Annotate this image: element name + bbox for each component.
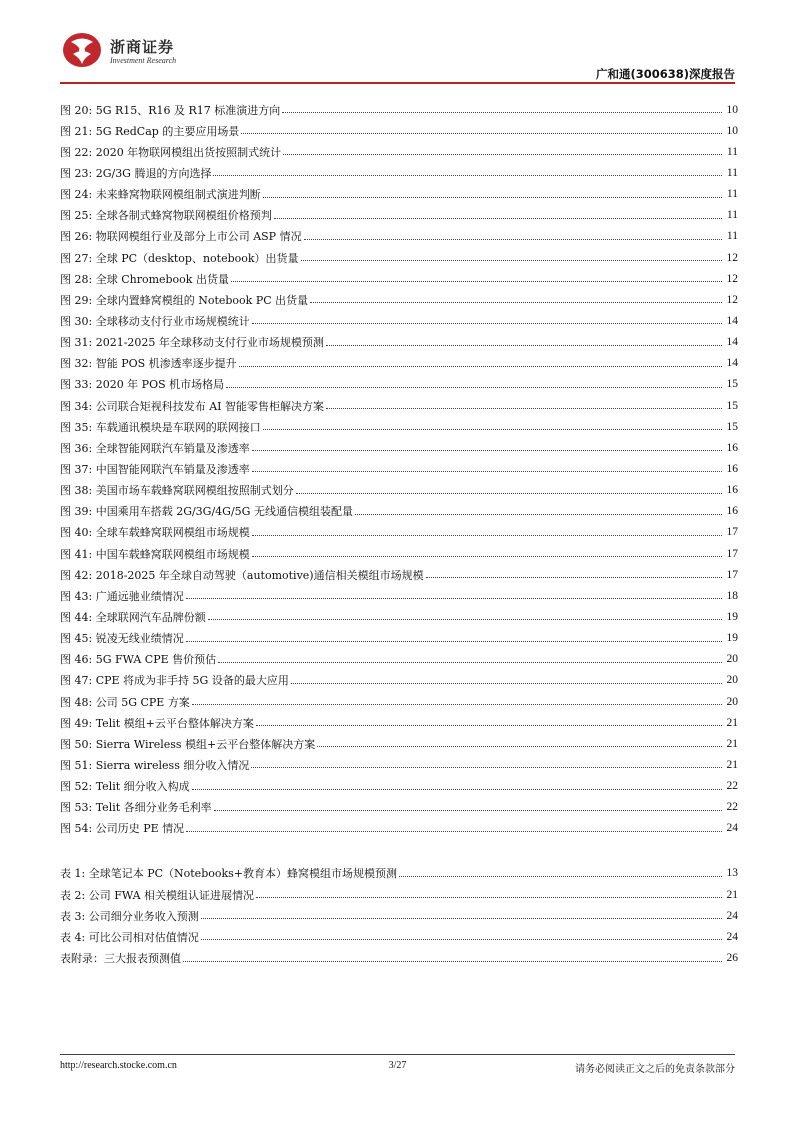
toc-entry-label: 图 32: 智能 POS 机渗透率逐步提升: [60, 357, 237, 371]
toc-entry-page: 16: [726, 484, 738, 497]
toc-dot-leader: [214, 810, 722, 811]
toc-dot-leader: [399, 876, 722, 877]
toc-entry-page: 12: [726, 251, 738, 264]
toc-figure-entry[interactable]: [60, 585, 738, 606]
table-list: [60, 863, 738, 969]
toc-dot-leader: [252, 556, 722, 557]
toc-dot-leader: [213, 175, 722, 176]
table-of-contents: [60, 99, 738, 969]
toc-figure-entry[interactable]: [60, 606, 738, 627]
toc-entry-page: 11: [726, 166, 738, 179]
toc-dot-leader: [326, 408, 722, 409]
toc-entry-label: 图 54: 公司历史 PE 情况: [60, 822, 185, 836]
toc-entry-page: 21: [726, 888, 738, 901]
toc-entry-page: 10: [726, 103, 738, 116]
toc-entry-page: 26: [726, 952, 738, 965]
toc-dot-leader: [186, 598, 722, 599]
toc-table-entry[interactable]: [60, 884, 738, 905]
toc-entry-label: 表附录：三大报表预测值: [60, 952, 181, 966]
toc-entry-label: 图 44: 全球联网汽车品牌份额: [60, 610, 206, 624]
toc-entry-page: 13: [726, 867, 738, 880]
toc-figure-entry[interactable]: [60, 332, 738, 353]
logo-english-name: Investment Research: [110, 56, 177, 65]
toc-dot-leader: [301, 260, 722, 261]
toc-entry-page: 11: [726, 209, 738, 222]
toc-entry-label: 图 43: 广通远驰业绩情况: [60, 589, 184, 603]
toc-dot-leader: [282, 112, 722, 113]
toc-entry-label: 图 53: Telit 各细分业务毛利率: [60, 801, 212, 815]
toc-dot-leader: [218, 662, 722, 663]
toc-entry-label: 图 40: 全球车载蜂窝联网模组市场规模: [60, 526, 250, 540]
toc-figure-entry[interactable]: [60, 268, 738, 289]
toc-table-entry[interactable]: [60, 947, 738, 968]
toc-entry-label: 图 38: 美国市场车载蜂窝联网模组按照制式划分: [60, 484, 294, 498]
header-rule: [60, 82, 735, 84]
toc-dot-leader: [241, 133, 722, 134]
toc-dot-leader: [256, 725, 722, 726]
toc-entry-label: 图 31: 2021-2025 年全球移动支付行业市场规模预测: [60, 336, 324, 350]
toc-entry-label: 图 39: 中国乘用车搭载 2G/3G/4G/5G 无线通信模组装配量: [60, 505, 353, 519]
toc-entry-label: 图 21: 5G RedCap 的主要应用场景: [60, 124, 240, 138]
toc-figure-entry[interactable]: [60, 458, 738, 479]
toc-entry-page: 15: [726, 420, 738, 433]
toc-table-entry[interactable]: [60, 863, 738, 884]
toc-figure-entry[interactable]: [60, 818, 738, 839]
toc-dot-leader: [256, 897, 722, 898]
toc-entry-label: 表 1: 全球笔记本 PC（Notebooks+教育本）蜂窝模组市场规模预测: [60, 867, 398, 881]
toc-figure-entry[interactable]: [60, 395, 738, 416]
toc-figure-entry[interactable]: [60, 733, 738, 754]
toc-entry-label: 图 49: Telit 模组+云平台整体解决方案: [60, 716, 254, 730]
toc-figure-entry[interactable]: [60, 776, 738, 797]
toc-entry-page: 19: [726, 610, 738, 623]
toc-figure-entry[interactable]: [60, 649, 738, 670]
toc-entry-page: 16: [726, 441, 738, 454]
toc-figure-entry[interactable]: [60, 712, 738, 733]
page-header: [60, 30, 735, 82]
toc-figure-entry[interactable]: [60, 120, 738, 141]
toc-dot-leader: [192, 704, 722, 705]
zheshang-logo-icon: [62, 32, 102, 68]
toc-entry-label: 表 4: 可比公司相对估值情况: [60, 930, 199, 944]
toc-entry-page: 22: [726, 780, 738, 793]
toc-entry-page: 21: [726, 716, 738, 729]
toc-figure-entry[interactable]: [60, 310, 738, 331]
toc-figure-entry[interactable]: [60, 670, 738, 691]
toc-entry-page: 17: [726, 568, 738, 581]
toc-entry-page: 14: [726, 336, 738, 349]
toc-dot-leader: [239, 366, 722, 367]
toc-dot-leader: [192, 789, 722, 790]
toc-entry-label: 图 22: 2020 年物联网模组出货按照制式统计: [60, 145, 282, 159]
toc-dot-leader: [355, 514, 722, 515]
toc-entry-label: 图 25: 全球各制式蜂窝物联网模组价格预判: [60, 209, 272, 223]
toc-dot-leader: [310, 302, 722, 303]
toc-entry-page: 21: [726, 737, 738, 750]
toc-figure-entry[interactable]: [60, 99, 738, 120]
toc-entry-label: 图 35: 车载通讯模块是车联网的联网接口: [60, 420, 261, 434]
toc-entry-page: 20: [726, 653, 738, 666]
toc-dot-leader: [291, 683, 722, 684]
toc-entry-label: 图 20: 5G R15、R16 及 R17 标准演进方向: [60, 103, 281, 117]
toc-figure-entry[interactable]: [60, 754, 738, 775]
toc-dot-leader: [263, 429, 722, 430]
toc-entry-page: 15: [726, 399, 738, 412]
toc-entry-page: 12: [726, 293, 738, 306]
toc-dot-leader: [326, 345, 722, 346]
toc-dot-leader: [208, 619, 722, 620]
footer-page-number: 3/27: [388, 1060, 407, 1071]
section-gap: [60, 839, 738, 863]
toc-figure-entry[interactable]: [60, 353, 738, 374]
toc-entry-label: 表 2: 公司 FWA 相关模组认证进展情况: [60, 888, 255, 902]
toc-dot-leader: [304, 239, 722, 240]
toc-figure-entry[interactable]: [60, 628, 738, 649]
toc-dot-leader: [426, 577, 722, 578]
toc-entry-label: 图 28: 全球 Chromebook 出货量: [60, 272, 229, 286]
toc-figure-entry[interactable]: [60, 522, 738, 543]
toc-dot-leader: [201, 918, 722, 919]
toc-figure-entry[interactable]: [60, 437, 738, 458]
toc-dot-leader: [252, 450, 722, 451]
toc-entry-page: 11: [726, 188, 738, 201]
toc-dot-leader: [283, 154, 722, 155]
toc-figure-entry[interactable]: [60, 184, 738, 205]
toc-figure-entry[interactable]: [60, 480, 738, 501]
toc-dot-leader: [252, 535, 722, 536]
toc-entry-label: 表 3: 公司细分业务收入预测: [60, 909, 199, 923]
toc-figure-entry[interactable]: [60, 543, 738, 564]
toc-entry-page: 24: [726, 930, 738, 943]
toc-figure-entry[interactable]: [60, 205, 738, 226]
toc-figure-entry[interactable]: [60, 247, 738, 268]
toc-dot-leader: [274, 218, 722, 219]
footer-rule: [60, 1054, 735, 1055]
toc-entry-page: 14: [726, 357, 738, 370]
toc-entry-page: 22: [726, 801, 738, 814]
footer-url[interactable]: http://research.stocke.com.cn: [60, 1060, 177, 1071]
toc-entry-page: 21: [726, 758, 738, 771]
toc-entry-page: 14: [726, 314, 738, 327]
toc-entry-label: 图 30: 全球移动支付行业市场规模统计: [60, 314, 250, 328]
toc-entry-label: 图 23: 2G/3G 腾退的方向选择: [60, 166, 212, 180]
toc-figure-entry[interactable]: [60, 226, 738, 247]
toc-entry-page: 16: [726, 505, 738, 518]
toc-entry-label: 图 26: 物联网模组行业及部分上市公司 ASP 情况: [60, 230, 302, 244]
toc-entry-label: 图 41: 中国车载蜂窝联网模组市场规模: [60, 547, 250, 561]
toc-entry-label: 图 29: 全球内置蜂窝模组的 Notebook PC 出货量: [60, 293, 309, 307]
toc-entry-label: 图 48: 公司 5G CPE 方案: [60, 695, 190, 709]
toc-dot-leader: [186, 641, 722, 642]
toc-entry-page: 11: [726, 230, 738, 243]
toc-entry-page: 12: [726, 272, 738, 285]
toc-table-entry[interactable]: [60, 926, 738, 947]
toc-entry-page: 17: [726, 526, 738, 539]
toc-entry-page: 19: [726, 632, 738, 645]
toc-dot-leader: [251, 767, 722, 768]
toc-entry-label: 图 45: 锐凌无线业绩情况: [60, 632, 184, 646]
toc-figure-entry[interactable]: [60, 797, 738, 818]
toc-entry-label: 图 52: Telit 细分收入构成: [60, 780, 190, 794]
toc-entry-page: 18: [726, 589, 738, 602]
toc-figure-entry[interactable]: [60, 141, 738, 162]
toc-entry-label: 图 51: Sierra wireless 细分收入情况: [60, 758, 250, 772]
toc-dot-leader: [183, 961, 722, 962]
toc-figure-entry[interactable]: [60, 691, 738, 712]
toc-entry-page: 17: [726, 547, 738, 560]
toc-entry-page: 24: [726, 822, 738, 835]
toc-entry-label: 图 46: 5G FWA CPE 售价预估: [60, 653, 217, 667]
toc-dot-leader: [252, 323, 722, 324]
toc-entry-page: 10: [726, 124, 738, 137]
toc-entry-label: 图 37: 中国智能网联汽车销量及渗透率: [60, 462, 250, 476]
toc-figure-entry[interactable]: [60, 162, 738, 183]
toc-entry-page: 20: [726, 674, 738, 687]
toc-entry-page: 20: [726, 695, 738, 708]
report-title: 广和通(300638)深度报告: [595, 67, 735, 81]
toc-dot-leader: [317, 746, 722, 747]
toc-entry-label: 图 50: Sierra Wireless 模组+云平台整体解决方案: [60, 737, 316, 751]
toc-entry-page: 24: [726, 909, 738, 922]
toc-entry-page: 11: [726, 145, 738, 158]
toc-entry-label: 图 42: 2018-2025 年全球自动驾驶（automotive)通信相关模组市场规模: [60, 568, 424, 582]
toc-dot-leader: [226, 387, 722, 388]
toc-dot-leader: [252, 471, 722, 472]
toc-dot-leader: [231, 281, 722, 282]
toc-figure-entry[interactable]: [60, 416, 738, 437]
logo-chinese-name: 浙商证券: [110, 38, 175, 56]
toc-entry-label: 图 47: CPE 将成为非手持 5G 设备的最大应用: [60, 674, 289, 688]
toc-figure-entry[interactable]: [60, 374, 738, 395]
toc-entry-page: 16: [726, 462, 738, 475]
toc-figure-entry[interactable]: [60, 289, 738, 310]
toc-entry-page: 15: [726, 378, 738, 391]
toc-entry-label: 图 33: 2020 年 POS 机市场格局: [60, 378, 225, 392]
toc-dot-leader: [186, 831, 722, 832]
toc-entry-label: 图 34: 公司联合矩视科技发布 AI 智能零售柜解决方案: [60, 399, 324, 413]
toc-entry-label: 图 36: 全球智能网联汽车销量及渗透率: [60, 441, 250, 455]
toc-figure-entry[interactable]: [60, 501, 738, 522]
toc-entry-label: 图 27: 全球 PC（desktop、notebook）出货量: [60, 251, 299, 265]
toc-dot-leader: [296, 493, 722, 494]
toc-table-entry[interactable]: [60, 905, 738, 926]
toc-dot-leader: [201, 939, 722, 940]
toc-figure-entry[interactable]: [60, 564, 738, 585]
toc-dot-leader: [263, 197, 722, 198]
toc-entry-label: 图 24: 未来蜂窝物联网模组制式演进判断: [60, 188, 261, 202]
figure-list: [60, 99, 738, 839]
footer-disclaimer: 请务必阅读正文之后的免责条款部分: [575, 1064, 735, 1075]
